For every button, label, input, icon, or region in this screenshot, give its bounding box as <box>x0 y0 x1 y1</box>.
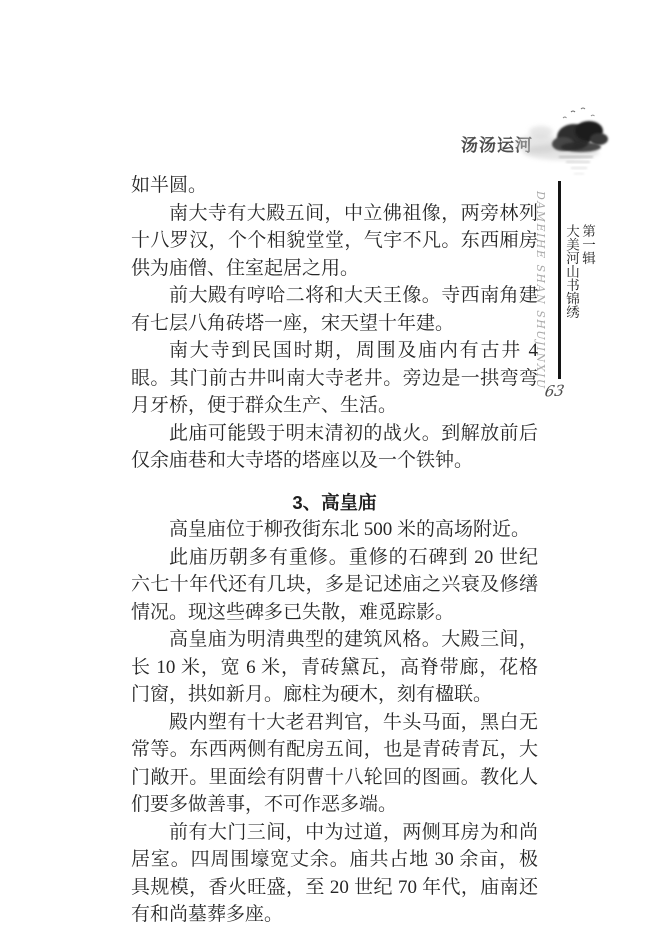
paragraph: 此庙可能毁于明末清初的战火。到解放前后仅余庙巷和大寺塔的塔座以及一个铁钟。 <box>131 422 538 471</box>
paragraph: 如半圆。 <box>131 175 208 196</box>
page-number: 63 <box>543 381 566 401</box>
book-title: 大美河山书锦绣 <box>564 224 579 319</box>
sidebar-rule <box>558 181 561 379</box>
paragraph: 南大寺有大殿五间，中立佛祖像，两旁林列十八罗汉，个个相貌堂堂，气宇不凡。东西厢房供为庙僧、住室起居之用。 <box>131 202 538 279</box>
paragraph: 前大殿有哼哈二将和大天王像。寺西南角建有七层八角砖塔一座，宋天望十年建。 <box>131 285 538 334</box>
paragraph: 殿内塑有十大老君判官，牛头马面，黑白无常等。东西两侧有配房五间，也是青砖青瓦，大门敞开。里面绘有阴曹十八轮回的图画。教化人们要多做善事，不可作恶多端。 <box>131 711 538 815</box>
paragraph: 此庙历朝多有重修。重修的石碑到 20 世纪六七十年代还有几块，多是记述庙之兴衰及修缮情况。现这些碑多已失散，难觅踪影。 <box>131 546 538 623</box>
series-label: 第一辑 <box>580 224 595 265</box>
sidebar-vertical-titles <box>563 224 595 319</box>
body-text <box>131 172 538 929</box>
paragraph: 高皇庙为明清典型的建筑风格。大殿三间，长 10 米，宽 6 米，青砖黛瓦，高脊带廊，花格门窗，拱如新月。廊柱为硬木，刻有楹联。 <box>131 629 538 705</box>
running-title: 汤汤运河 <box>461 136 533 155</box>
romanized-book-title: DAMEIHE SHAN SHUJINXIU <box>534 191 547 390</box>
section-heading: 3、高皇庙 <box>292 491 377 513</box>
paragraph: 高皇庙位于柳孜街东北 500 米的高场附近。 <box>169 519 531 540</box>
paragraph: 南大寺到民国时期，周围及庙内有古井 4 眼。其门前古井叫南大寺老井。旁边是一拱弯弯月牙桥，便于群众生产、生活。 <box>131 340 538 416</box>
paragraph: 前有大门三间，中为过道，两侧耳房为和尚居室。四周围壕宽丈余。庙共占地 30 余亩，极具规模，香火旺盛，至 20 世纪 70 年代，庙南还有和尚墓葬多座。 <box>131 821 538 925</box>
